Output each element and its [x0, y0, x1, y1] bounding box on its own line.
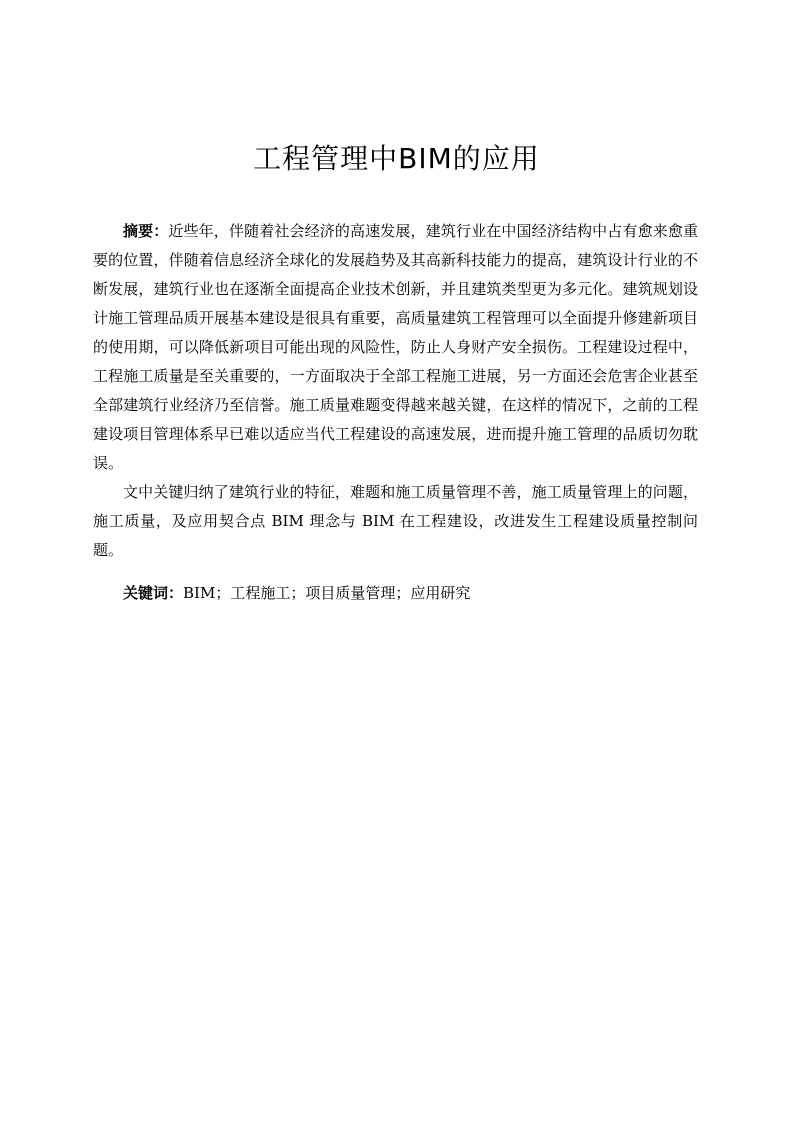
abstract-section — [93, 217, 698, 565]
document-title: 工程管理中BIM的应用 — [253, 142, 540, 175]
keywords-label: 关键词： — [123, 584, 184, 602]
keywords-value: BIM；工程施工；项目质量管理；应用研究 — [183, 584, 471, 602]
abstract-paragraph-2: 文中关键归纳了建筑行业的特征，难题和施工质量管理不善，施工质量管理上的问题，施工质量，及应用契合点 BIM 理念与 BIM 在工程建设，改进发生工程建设质量控制问题。 — [93, 483, 698, 559]
abstract-paragraph-1 — [93, 217, 698, 478]
keywords-line — [93, 579, 698, 608]
abstract-label: 摘要： — [123, 222, 169, 240]
abstract-paragraph-1-text: 近些年，伴随着社会经济的高速发展，建筑行业在中国经济结构中占有愈来愈重要的位置，伴随着信息经济全球化的发展趋势及其高新科技能力的提高，建筑设计行业的不断发展，建筑行业也在逐渐全面提高企业技术创新，并且建筑类型更为多元化。建筑规划设计施工管理品质开展基本建设是很具有重要，高质量建筑工程管理可以全面提升修建新项目的使用期，可以降低新项目可能出现的风险性，防止人身财产安全损伤。工程建设过程中，工程施工质量是至关重要的，一方面取决于全部工程施工进展，另一方面还会危害企业甚至全部建筑行业经济乃至信誉。施工质量难题变得越来越关键，在这样的情况下，之前的工程建设项目管理体系早已难以适应当代工程建设的高速发展，进而提升施工管理的品质切勿耽误。 — [93, 222, 698, 472]
